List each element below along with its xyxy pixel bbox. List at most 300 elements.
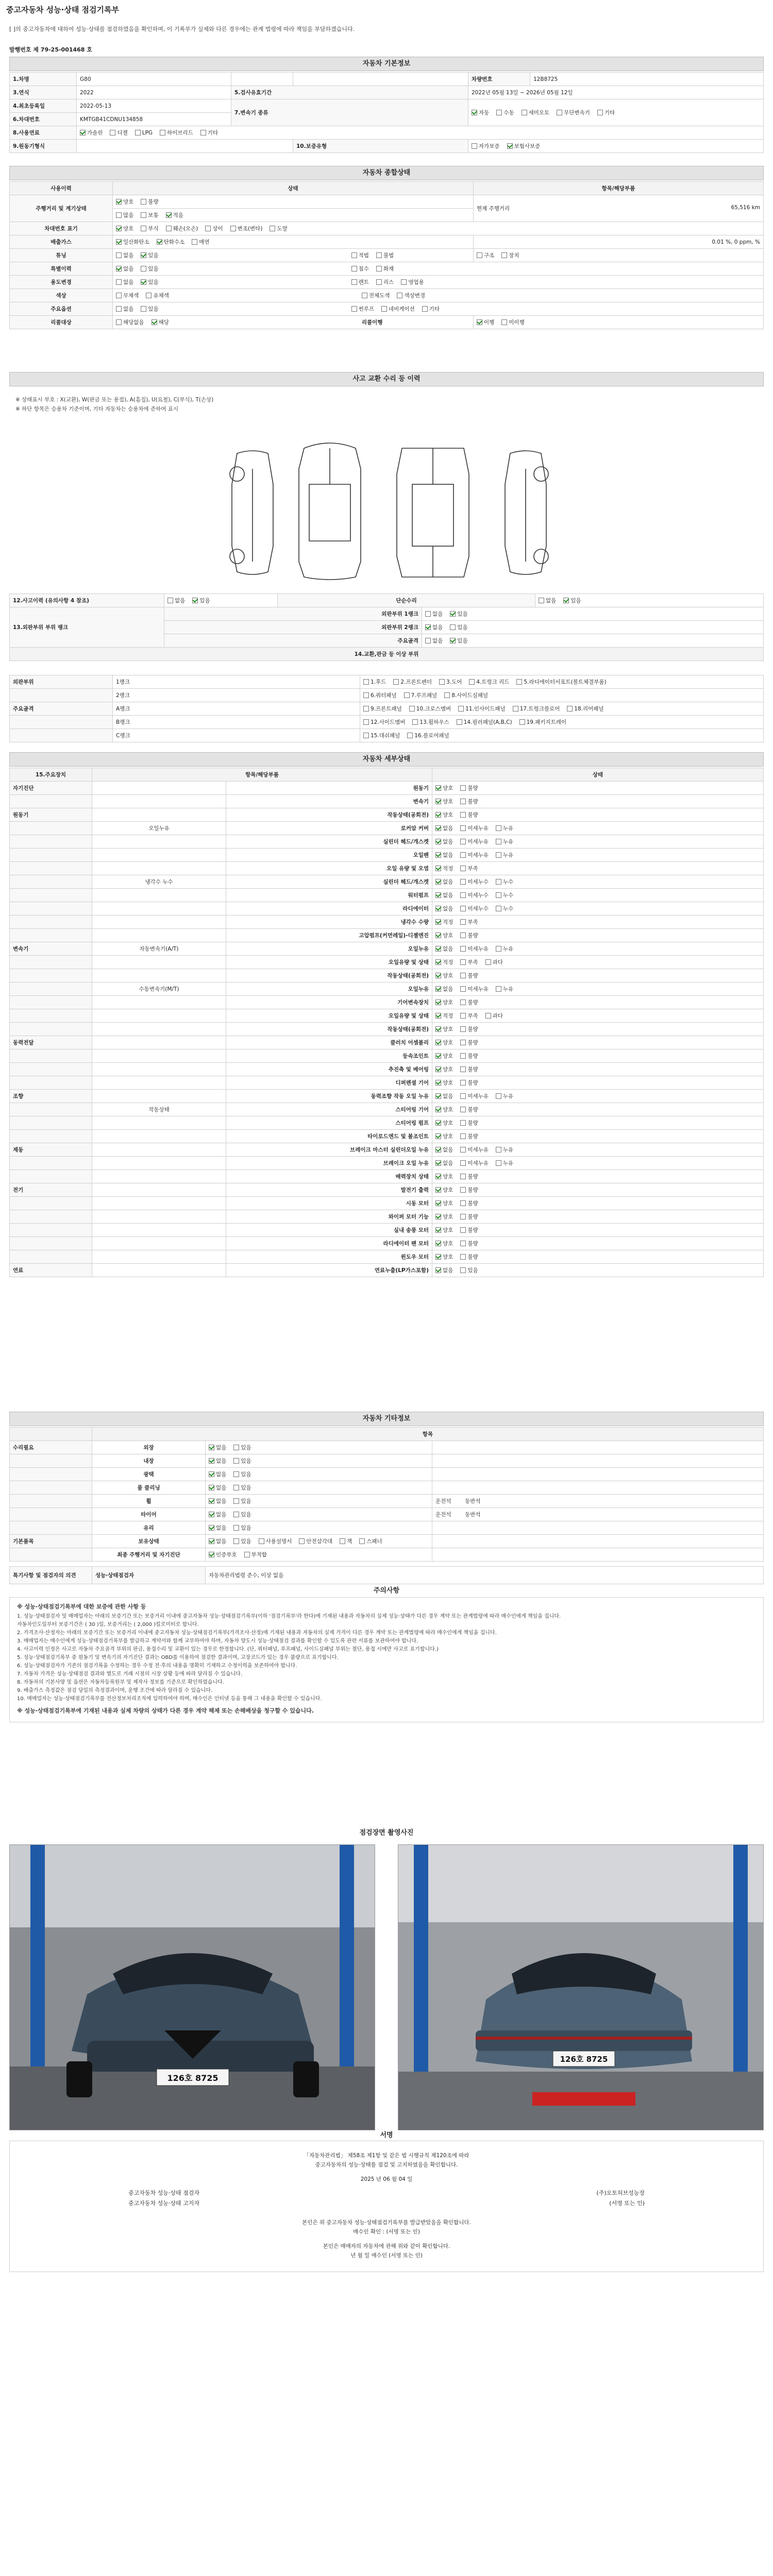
detail-group xyxy=(10,862,92,875)
checkbox[interactable] xyxy=(205,226,211,231)
checkbox[interactable] xyxy=(233,1445,239,1450)
note-line: 자동차인도일부터 보증기간은 ( 30 )일, 보증거리는 ( 2,000 )킬로미터로 합니다. xyxy=(17,1622,199,1628)
checkbox[interactable] xyxy=(397,293,402,298)
label-options: 주요옵션 xyxy=(10,302,113,316)
label-rank1: 외판부위 1랭크 xyxy=(164,607,422,621)
detail-item: 와이퍼 모터 기능 xyxy=(226,1210,432,1224)
checkbox[interactable] xyxy=(435,1241,441,1246)
checkbox[interactable] xyxy=(435,1093,441,1099)
checkbox[interactable] xyxy=(563,598,569,603)
checkbox[interactable] xyxy=(116,279,122,285)
checkbox[interactable] xyxy=(477,252,482,258)
detail-group xyxy=(10,969,92,982)
detail-group: 제동 xyxy=(10,1143,92,1157)
checkbox[interactable] xyxy=(200,130,206,135)
car-name: G80 xyxy=(77,73,231,86)
table-row: 냉각수 수량 적정 부족 xyxy=(10,916,764,929)
checkbox[interactable] xyxy=(472,110,477,115)
checkbox[interactable] xyxy=(192,598,198,603)
detail-item: 작동상태(공회전) xyxy=(226,808,432,822)
checkbox[interactable] xyxy=(351,266,357,272)
checkbox[interactable] xyxy=(460,852,466,858)
checkbox[interactable] xyxy=(141,279,146,285)
checkbox[interactable] xyxy=(460,1133,466,1139)
year: 2022 xyxy=(77,86,231,99)
parts-group xyxy=(10,689,113,702)
checkbox[interactable] xyxy=(460,986,466,992)
sign-line-6: 년 월 일 매수인 (서명 또는 인) xyxy=(350,2252,423,2259)
checkbox[interactable] xyxy=(435,1080,441,1086)
section-photo: 점검장면 촬영사진 xyxy=(359,1829,414,1837)
checkbox[interactable] xyxy=(496,852,501,858)
checkbox[interactable] xyxy=(435,1053,441,1059)
checkbox[interactable] xyxy=(209,1512,214,1517)
checkbox[interactable] xyxy=(152,319,157,325)
checkbox[interactable] xyxy=(146,293,152,298)
checkbox[interactable] xyxy=(233,1525,239,1531)
checkbox[interactable] xyxy=(425,611,431,617)
label-odometer: 주행거리 및 계기상태 xyxy=(10,195,113,222)
checkbox[interactable] xyxy=(244,1552,250,1557)
document-number: 발행번호 제 79-25-001468 호 xyxy=(9,46,92,53)
other-item: 타이어 xyxy=(92,1508,206,1521)
checkbox[interactable] xyxy=(485,959,491,965)
checkbox[interactable] xyxy=(435,825,441,831)
checkbox[interactable] xyxy=(435,785,441,791)
checkbox[interactable] xyxy=(496,110,502,115)
checkbox[interactable] xyxy=(460,866,466,871)
checkbox[interactable] xyxy=(460,1066,466,1072)
checkbox[interactable] xyxy=(460,892,466,898)
detail-subgroup xyxy=(92,1049,226,1063)
detail-subgroup xyxy=(92,808,226,822)
checkbox[interactable] xyxy=(513,706,518,711)
checkbox[interactable] xyxy=(351,306,357,312)
table-row: 전기 발전기 출력 양호 불량 xyxy=(10,1183,764,1197)
checkbox[interactable] xyxy=(259,1538,264,1544)
checkbox[interactable] xyxy=(141,199,146,205)
checkbox[interactable] xyxy=(460,1120,466,1126)
checkbox[interactable] xyxy=(460,959,466,965)
checkbox[interactable] xyxy=(496,946,501,952)
header-device: 15.주요장치 xyxy=(10,768,92,782)
table-row: 연료 연료누출(LP가스포함) 없음 있음 xyxy=(10,1264,764,1277)
checkbox[interactable] xyxy=(376,266,382,272)
checkbox[interactable] xyxy=(450,638,456,643)
checkbox[interactable] xyxy=(516,679,522,685)
checkbox[interactable] xyxy=(460,946,466,952)
checkbox[interactable] xyxy=(460,879,466,885)
checkbox[interactable] xyxy=(340,1538,345,1544)
checkbox[interactable] xyxy=(435,933,441,938)
checkbox[interactable] xyxy=(477,319,482,325)
checkbox[interactable] xyxy=(460,1080,466,1086)
checkbox[interactable] xyxy=(435,1066,441,1072)
detail-item: 오일누유 xyxy=(226,942,432,956)
checkbox[interactable] xyxy=(141,252,146,258)
table-row: 유리 없음 있음 xyxy=(10,1521,764,1535)
checkbox[interactable] xyxy=(435,1040,441,1045)
first-reg: 2022-05-13 xyxy=(77,99,231,113)
checkbox[interactable] xyxy=(435,919,441,925)
checkbox[interactable] xyxy=(460,1227,466,1233)
detail-item: 디퍼렌셜 기어 xyxy=(226,1076,432,1090)
checkbox[interactable] xyxy=(460,812,466,818)
detail-subgroup xyxy=(92,1250,226,1264)
other-group xyxy=(10,1468,92,1481)
detail-subgroup: 냉각수 누수 xyxy=(92,875,226,889)
table-row: 윈도우 모터 양호 불량 xyxy=(10,1250,764,1264)
checkbox[interactable] xyxy=(496,906,501,911)
checkbox[interactable] xyxy=(435,1120,441,1126)
checkbox[interactable] xyxy=(425,624,431,630)
checkbox[interactable] xyxy=(270,226,275,231)
other-group: 수리필요 xyxy=(10,1441,92,1454)
checkbox[interactable] xyxy=(435,1160,441,1166)
inspection-period: 2022년 05월 13일 ~ 2026년 05월 12일 xyxy=(468,86,764,99)
checkbox[interactable] xyxy=(460,1254,466,1260)
detail-group xyxy=(10,1130,92,1143)
section-notes: 주의사항 xyxy=(373,1587,400,1595)
checkbox[interactable] xyxy=(166,212,172,218)
table-row: 배력장치 상태 양호 불량 xyxy=(10,1170,764,1183)
checkbox[interactable] xyxy=(116,199,122,205)
detail-item: 변속기 xyxy=(226,795,432,808)
label-period: 5.검사유효기간 xyxy=(231,86,468,99)
checkbox[interactable] xyxy=(116,212,122,218)
checkbox[interactable] xyxy=(496,1147,501,1153)
checkbox[interactable] xyxy=(460,1200,466,1206)
checkbox[interactable] xyxy=(460,906,466,911)
note-line: 5. 성능·상태점검기록부 중 원동기 및 변속기의 자기진단 결과는 OBD를 이용하여 점검한 결과이며, 고장코드가 있는 경우 불량으로 표기합니다. xyxy=(17,1655,339,1660)
checkbox[interactable] xyxy=(435,1147,441,1153)
checkbox[interactable] xyxy=(116,252,122,258)
detail-item: 배력장치 상태 xyxy=(226,1170,432,1183)
checkbox[interactable] xyxy=(209,1485,214,1490)
checkbox[interactable] xyxy=(435,866,441,871)
checkbox[interactable] xyxy=(157,239,162,245)
checkbox[interactable] xyxy=(233,1458,239,1464)
checkbox[interactable] xyxy=(409,706,415,711)
checkbox[interactable] xyxy=(496,1093,501,1099)
checkbox[interactable] xyxy=(460,1241,466,1246)
checkbox[interactable] xyxy=(116,293,122,298)
checkbox[interactable] xyxy=(460,839,466,844)
checkbox[interactable] xyxy=(435,799,441,804)
detail-item: 스티어링 펌프 xyxy=(226,1116,432,1130)
checkbox[interactable] xyxy=(450,611,456,617)
detail-subgroup: 오일누유 xyxy=(92,822,226,835)
checkbox[interactable] xyxy=(460,933,466,938)
checkbox[interactable] xyxy=(116,226,122,231)
checkbox[interactable] xyxy=(460,973,466,978)
table-row: 변속기 양호 불량 xyxy=(10,795,764,808)
checkbox[interactable] xyxy=(460,1160,466,1166)
checkbox[interactable] xyxy=(141,212,146,218)
table-row: 휠 없음 있음 운전석 동반석 xyxy=(10,1495,764,1508)
checkbox[interactable] xyxy=(435,1267,441,1273)
table-row: 룸 클리닝 없음 있음 xyxy=(10,1481,764,1495)
checkbox[interactable] xyxy=(116,319,122,325)
checkbox[interactable] xyxy=(457,719,462,725)
checkbox[interactable] xyxy=(141,226,146,231)
checkbox[interactable] xyxy=(460,799,466,804)
checkbox[interactable] xyxy=(363,679,369,685)
detail-subgroup xyxy=(92,1036,226,1049)
label-special-history: 특별이력 xyxy=(10,262,113,276)
table-row: 고압펌프(커먼레일)-디젤엔진 양호 불량 xyxy=(10,929,764,942)
checkbox[interactable] xyxy=(460,1147,466,1153)
checkbox[interactable] xyxy=(557,110,562,115)
checkbox[interactable] xyxy=(501,252,507,258)
detail-group xyxy=(10,849,92,862)
checkbox[interactable] xyxy=(597,110,603,115)
detail-subgroup xyxy=(92,795,226,808)
label-vin-mark: 차대번호 표기 xyxy=(10,222,113,235)
detail-subgroup xyxy=(92,1183,226,1197)
checkbox[interactable] xyxy=(209,1445,214,1450)
checkbox[interactable] xyxy=(439,679,445,685)
checkbox[interactable] xyxy=(233,1498,239,1504)
checkbox[interactable] xyxy=(233,1485,239,1490)
detail-group xyxy=(10,1157,92,1170)
detail-item: 고압펌프(커먼레일)-디젤엔진 xyxy=(226,929,432,942)
checkbox[interactable] xyxy=(460,1187,466,1193)
detail-subgroup xyxy=(92,1076,226,1090)
checkbox[interactable] xyxy=(460,1053,466,1059)
table-row: 기어변속장치 양호 불량 xyxy=(10,996,764,1009)
other-group: 기본품목 xyxy=(10,1535,92,1548)
checkbox[interactable] xyxy=(522,110,527,115)
notes-heading: ※ 성능·상태점검기록부에 대한 보증에 관한 사항 등 xyxy=(17,1603,146,1610)
checkbox[interactable] xyxy=(407,733,413,738)
checkbox[interactable] xyxy=(209,1458,214,1464)
checkbox[interactable] xyxy=(435,1227,441,1233)
checkbox[interactable] xyxy=(141,306,146,312)
checkbox[interactable] xyxy=(425,638,431,643)
note-line: 10. 매매업자는 성능·상태점검기록부를 전산정보처리조직에 입력하여야 하며, 매수인은 인터넷 등을 통해 그 내용을 확인할 수 있습니다. xyxy=(17,1696,322,1702)
checkbox[interactable] xyxy=(351,279,357,285)
checkbox[interactable] xyxy=(116,239,122,245)
detail-group xyxy=(10,1103,92,1116)
checkbox[interactable] xyxy=(376,252,382,258)
checkbox[interactable] xyxy=(485,1013,491,1019)
parts-group xyxy=(10,729,113,742)
detail-item: 냉각수 수량 xyxy=(226,916,432,929)
checkbox[interactable] xyxy=(435,852,441,858)
checkbox[interactable] xyxy=(363,719,369,725)
table-row: 수동변속기(M/T) 오일누유 없음 미세누유 누유 xyxy=(10,982,764,996)
checkbox[interactable] xyxy=(116,306,122,312)
legend-symbols: ※ 상태표시 부호 : X(교환), W(판금 또는 용접), A(흠집), U(요철), C(부식), T(손상) xyxy=(15,397,214,403)
detail-subgroup xyxy=(92,902,226,916)
checkbox[interactable] xyxy=(460,1267,466,1273)
checkbox[interactable] xyxy=(435,839,441,844)
checkbox[interactable] xyxy=(363,692,369,698)
checkbox[interactable] xyxy=(435,1107,441,1112)
checkbox[interactable] xyxy=(209,1538,214,1544)
detail-item: 연료누출(LP가스포함) xyxy=(226,1264,432,1277)
checkbox[interactable] xyxy=(472,143,477,149)
checkbox[interactable] xyxy=(362,293,367,298)
checkbox[interactable] xyxy=(233,1512,239,1517)
checkbox[interactable] xyxy=(363,733,369,738)
checkbox[interactable] xyxy=(496,1160,501,1166)
warranty-options: 자가보증 보험사보증 xyxy=(468,140,764,153)
checkbox[interactable] xyxy=(435,1026,441,1032)
checkbox[interactable] xyxy=(460,1040,466,1045)
checkbox[interactable] xyxy=(435,879,441,885)
section-other-info: 자동차 기타정보 xyxy=(9,1412,764,1426)
checkbox[interactable] xyxy=(412,719,418,725)
header-part: 항목/해당부품 xyxy=(92,768,432,782)
checkbox[interactable] xyxy=(435,1133,441,1139)
checkbox[interactable] xyxy=(469,679,475,685)
checkbox[interactable] xyxy=(376,279,382,285)
checkbox[interactable] xyxy=(435,906,441,911)
label-car-name: 1.차명 xyxy=(10,73,77,86)
inspection-photo-rear xyxy=(398,1844,764,2130)
checkbox[interactable] xyxy=(435,986,441,992)
checkbox[interactable] xyxy=(135,130,141,135)
detail-group: 변속기 xyxy=(10,942,92,956)
odometer-label: 현재 주행거리 xyxy=(477,206,510,212)
checkbox[interactable] xyxy=(233,1471,239,1477)
checkbox[interactable] xyxy=(460,1174,466,1179)
checkbox[interactable] xyxy=(381,306,387,312)
checkbox[interactable] xyxy=(435,973,441,978)
checkbox[interactable] xyxy=(110,130,115,135)
table-row: 내장 없음 있음 xyxy=(10,1454,764,1468)
checkbox[interactable] xyxy=(141,266,146,272)
checkbox[interactable] xyxy=(363,706,369,711)
checkbox[interactable] xyxy=(160,130,165,135)
label-simple-repair: 단순수리 xyxy=(278,594,535,607)
checkbox[interactable] xyxy=(167,598,173,603)
checkbox[interactable] xyxy=(192,239,197,245)
checkbox[interactable] xyxy=(496,879,501,885)
detail-subgroup xyxy=(92,1224,226,1237)
checkbox[interactable] xyxy=(496,892,501,898)
checkbox[interactable] xyxy=(435,999,441,1005)
checkbox[interactable] xyxy=(404,692,410,698)
checkbox[interactable] xyxy=(435,1200,441,1206)
checkbox[interactable] xyxy=(435,1187,441,1193)
parts-table: 외판부위 1랭크 1.후드 2.프론트펜더 3.도어 4.트렁크 리드 5.라디에이터서포트(볼트체결부품) 2랭크 6.쿼터패널 7.루프패널 8.사이드실패널 주요골격 A랭크 9.프론트패널 10.크로스멤버 11.인사이드패널 17.트렁크플로어 18.리어패널 B랭크 12.사이드멤버 13.휠하우스 14.필러패널(A,B,C) 19.패키지트레이 C랭크 15.대쉬패널 16.플로어패널 xyxy=(9,675,764,742)
checkbox[interactable] xyxy=(501,319,507,325)
table-row: 오일누유 로커암 커버 없음 미세누유 누유 xyxy=(10,822,764,835)
checkbox[interactable] xyxy=(209,1471,214,1477)
checkbox[interactable] xyxy=(393,679,399,685)
detail-subgroup xyxy=(92,1130,226,1143)
checkbox[interactable] xyxy=(460,1107,466,1112)
detail-item: 오일유량 및 상태 xyxy=(226,1009,432,1023)
checkbox[interactable] xyxy=(567,706,573,711)
checkbox[interactable] xyxy=(209,1552,214,1557)
label-recall: 리콜대상 xyxy=(10,316,113,329)
detail-subgroup xyxy=(92,969,226,982)
table-row: 시동 모터 양호 불량 xyxy=(10,1197,764,1210)
checkbox[interactable] xyxy=(359,1538,365,1544)
checkbox[interactable] xyxy=(422,306,428,312)
checkbox[interactable] xyxy=(401,279,407,285)
checkbox[interactable] xyxy=(460,785,466,791)
detail-subgroup xyxy=(92,849,226,862)
checkbox[interactable] xyxy=(460,919,466,925)
checkbox[interactable] xyxy=(435,959,441,965)
table-row: 타이로드엔드 및 볼조인트 양호 불량 xyxy=(10,1130,764,1143)
other-table xyxy=(9,1427,764,1562)
checkbox[interactable] xyxy=(435,1174,441,1179)
checkbox[interactable] xyxy=(539,598,544,603)
checkbox[interactable] xyxy=(507,143,513,149)
detail-item: 라디에이터 xyxy=(226,902,432,916)
document-title: 중고자동차 성능·상태 점검기록부 xyxy=(6,5,120,14)
checkbox[interactable] xyxy=(460,999,466,1005)
checkbox[interactable] xyxy=(209,1498,214,1504)
checkbox[interactable] xyxy=(496,986,501,992)
checkbox[interactable] xyxy=(460,1093,466,1099)
other-side: 동반석 xyxy=(465,1498,481,1504)
checkbox[interactable] xyxy=(233,1538,239,1544)
checkbox[interactable] xyxy=(435,1214,441,1219)
checkbox[interactable] xyxy=(435,812,441,818)
emission-value: 0.01 %, 0 ppm, % xyxy=(474,235,764,249)
parts-rank: C랭크 xyxy=(113,729,360,742)
parts-group: 외판부위 xyxy=(10,675,113,689)
checkbox[interactable] xyxy=(351,252,357,258)
checkbox[interactable] xyxy=(496,825,501,831)
checkbox[interactable] xyxy=(80,130,86,135)
checkbox[interactable] xyxy=(209,1525,214,1531)
parts-rank: 2랭크 xyxy=(113,689,360,702)
other-side: 운전석 xyxy=(435,1512,451,1518)
checkbox[interactable] xyxy=(435,1013,441,1019)
detail-item: 타이로드엔드 및 볼조인트 xyxy=(226,1130,432,1143)
detail-item: 오일팬 xyxy=(226,849,432,862)
checkbox[interactable] xyxy=(166,226,172,231)
special-value: 자동차관리법령 준수, 이상 없음 xyxy=(206,1567,764,1584)
detail-item: 실린더 헤드/개스켓 xyxy=(226,835,432,849)
table-row: 실린더 헤드/개스켓 없음 미세누유 누유 xyxy=(10,835,764,849)
checkbox[interactable] xyxy=(460,1214,466,1219)
detail-group xyxy=(10,1237,92,1250)
checkbox[interactable] xyxy=(450,624,456,630)
detail-subgroup xyxy=(92,1157,226,1170)
section-basic-info: 자동차 기본정보 xyxy=(9,57,764,71)
checkbox[interactable] xyxy=(460,1013,466,1019)
checkbox[interactable] xyxy=(460,825,466,831)
detail-group xyxy=(10,1023,92,1036)
checkbox[interactable] xyxy=(460,1026,466,1032)
vin: KMTGB41CDNU134858 xyxy=(77,113,231,126)
checkbox[interactable] xyxy=(230,226,236,231)
checkbox[interactable] xyxy=(435,1254,441,1260)
checkbox[interactable] xyxy=(435,946,441,952)
checkbox[interactable] xyxy=(444,692,450,698)
checkbox[interactable] xyxy=(299,1538,305,1544)
checkbox[interactable] xyxy=(116,266,122,272)
checkbox[interactable] xyxy=(496,839,501,844)
detail-group xyxy=(10,929,92,942)
checkbox[interactable] xyxy=(519,719,525,725)
note-line: 1. 성능·상태점검자 및 매매업자는 아래의 보증기간 또는 보증거리 이내에 중고자동차 성능·상태점검기록부(이하 '점검기록부'라 한다)에 기재된 내용과 자동차의 실제 성능·상태가 다른 경우 계약 또는 관계법령에 따라 매수인에게 책임을 집니다. xyxy=(17,1614,561,1619)
checkbox[interactable] xyxy=(458,706,464,711)
notifier-value: (서명 또는 인) xyxy=(609,2200,645,2207)
detail-item: 브레이크 마스터 실린더오일 누유 xyxy=(226,1143,432,1157)
checkbox[interactable] xyxy=(435,892,441,898)
odometer-value: 65,516 km xyxy=(731,205,760,211)
